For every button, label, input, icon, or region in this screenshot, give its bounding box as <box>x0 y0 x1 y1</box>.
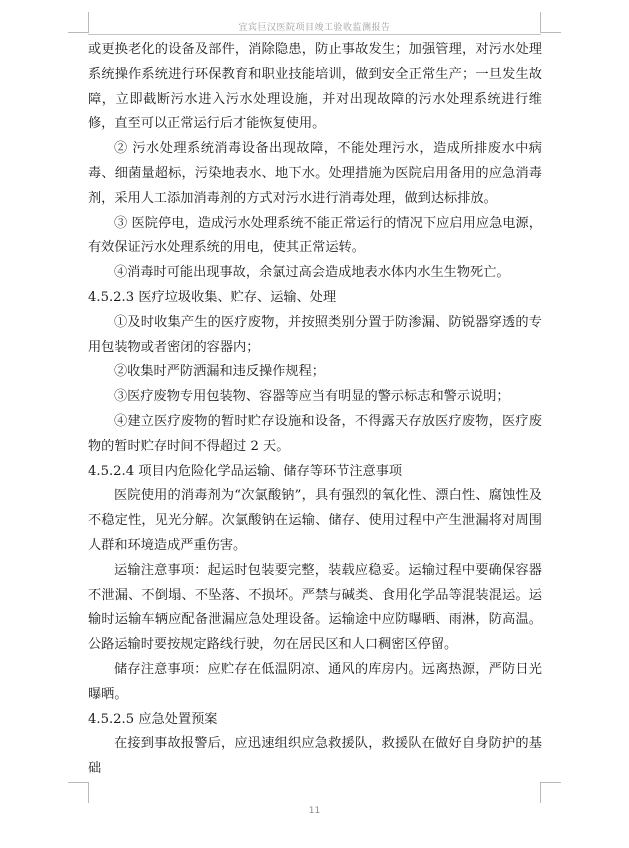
paragraph: 医院使用的消毒剂为“次氯酸钠”，具有强烈的氧化性、漂白性、腐蚀性及不稳定性，见光分解。次氯酸钠在运输、储存、使用过程中产生泄漏将对周围人群和环境造成严重伤害。 <box>88 488 542 553</box>
paragraph: ④建立医疗废物的暂时贮存设施和设备，不得露天存放医疗废物，医疗废物的暂时贮存时间不得超过 2 天。 <box>88 413 542 454</box>
paragraph: 运输注意事项：起运时包装要完整，装载应稳妥。运输过程中要确保容器不泄漏、不倒塌、不坠落、不损坏。严禁与碱类、食用化学品等混装混运。运输时运输车辆应配备泄漏应急处理设备。运输途中应防曝晒、雨淋，防高温。公路运输时要按规定路线行驶，勿在居民区和人口稠密区停留。 <box>88 562 542 653</box>
paragraph: ④消毒时可能出现事故，余氯过高会造成地表水体内水生生物死亡。 <box>114 265 510 281</box>
header-rule <box>88 34 541 35</box>
paragraph: ③医疗废物专用包装物、容器等应当有明显的警示标志和警示说明； <box>114 389 510 405</box>
paragraph: ①及时收集产生的医疗废物，并按照类别分置于防渗漏、防锐器穿透的专用包装物或者密闭的容器内； <box>88 314 542 355</box>
corner-mark-bottom-right <box>540 782 561 803</box>
section-heading: 4.5.2.5 应急处置预案 <box>88 711 218 727</box>
document-body <box>88 38 542 782</box>
corner-mark-bottom-left <box>68 782 89 803</box>
paragraph: 在接到事故报警后，应迅速组织应急救援队，救援队在做好自身防护的基础 <box>88 736 542 777</box>
paragraph: ② 污水处理系统消毒设备出现故障，不能处理污水，造成所排废水中病毒、细菌量超标，污染地表水、地下水。处理措施为医院启用备用的应急消毒剂，采用人工添加消毒剂的方式对污水进行消毒处理，做到达标排放。 <box>88 141 542 206</box>
page-number: 11 <box>308 806 321 816</box>
section-heading: 4.5.2.3 医疗垃圾收集、贮存、运输、处理 <box>88 289 337 305</box>
running-header: 宜宾巨汉医院项目竣工验收监测报告 <box>238 23 391 33</box>
paragraph: 或更换老化的设备及部件，消除隐患，防止事故发生；加强管理，对污水处理系统操作系统进行环保教育和职业技能培训，做到安全正常生产；一旦发生故障，立即截断污水进入污水处理设施，并对出现故障的污水处理系统进行维修，直至可以正常运行后才能恢复使用。 <box>88 42 542 132</box>
paragraph: ③ 医院停电，造成污水处理系统不能正常运行的情况下应启用应急电源，有效保证污水处理系统的用电，使其正常运转。 <box>88 215 542 256</box>
section-heading: 4.5.2.4 项目内危险化学品运输、储存等环节注意事项 <box>88 463 403 479</box>
paragraph: 储存注意事项：应贮存在低温阴凉、通风的库房内。远离热源，严防日光曝晒。 <box>88 661 542 702</box>
paragraph: ②收集时严防洒漏和违反操作规程； <box>114 364 325 380</box>
